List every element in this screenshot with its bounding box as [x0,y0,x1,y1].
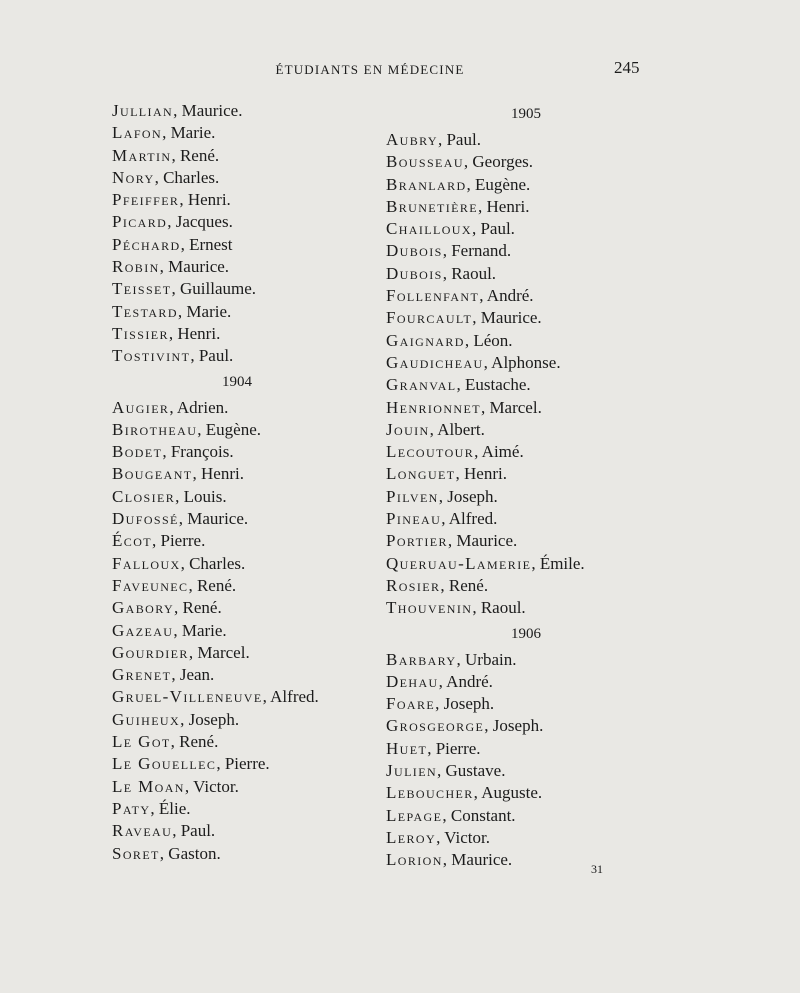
name-separator: , [437,130,447,149]
student-entry [112,100,402,122]
name-separator: , [171,665,180,685]
name-separator: , [438,486,448,506]
name-separator: , [190,346,199,366]
student-entry [386,693,716,715]
student-given-name: Marie. [170,123,216,143]
student-entry [112,553,402,575]
student-entry [386,196,716,218]
name-separator: , [154,167,164,187]
student-surname: Écot [112,531,152,551]
student-surname: Pilven [386,486,439,506]
student-given-name: Fernand. [451,241,512,261]
student-surname: Augier [112,397,170,417]
student-surname: Queruau-Lamerie [386,553,532,573]
student-surname: Portier [386,531,448,551]
student-given-name: Joseph. [447,486,498,506]
student-surname: Aubry [386,130,438,149]
student-entry [386,760,716,782]
student-entry [112,419,402,441]
student-surname: Lorion [386,850,443,870]
name-separator: , [437,761,446,781]
student-surname: Leroy [386,827,437,847]
student-given-name: Alfred. [448,509,498,529]
name-separator: , [483,352,492,372]
name-separator: , [466,174,476,194]
name-separator: , [442,805,451,825]
student-surname: Brunetière [386,196,478,216]
student-surname: Follenfant [386,286,480,306]
student-entry [112,776,402,798]
student-entry [386,738,716,760]
student-entry [386,307,716,329]
student-given-name: Louis. [183,486,227,506]
name-separator: , [169,397,177,417]
name-separator: , [173,620,182,640]
student-given-name: Élie. [158,798,191,818]
name-separator: , [262,687,271,707]
student-given-name: Ernest [189,234,233,254]
name-separator: , [192,464,202,484]
name-separator: , [456,649,465,669]
student-given-name: Auguste. [481,783,543,803]
name-separator: , [456,375,466,395]
student-given-name: Léon. [473,330,513,350]
student-surname: Nory [112,167,155,187]
student-entry [112,211,402,233]
running-head: ÉTUDIANTS EN MÉDECINE [275,62,465,77]
student-entry [386,597,716,619]
student-given-name: Eustache. [465,375,531,395]
student-surname: Grosgeorge [386,716,485,736]
student-given-name: René. [179,145,220,165]
student-surname: Dufossé [112,509,179,529]
student-given-name: Henri. [201,464,244,484]
student-entry [386,463,716,485]
student-entry [112,122,402,144]
student-given-name: Joseph. [492,716,544,736]
student-surname: Péchard [112,234,181,254]
student-surname: Gourdier [112,642,189,662]
student-given-name: Jean. [179,665,215,685]
name-separator: , [180,553,190,573]
name-separator: , [440,575,449,595]
student-entry [112,575,402,597]
student-given-name: Marcel. [197,642,250,662]
student-surname: Pfeiffer [112,190,180,210]
student-given-name: Marcel. [489,397,542,417]
student-given-name: Paul. [446,130,481,149]
name-separator: , [429,419,438,439]
student-entry [112,686,402,708]
student-surname: Paty [112,798,151,818]
year-heading: 1904 [222,373,252,390]
student-entry [386,263,716,285]
student-surname: Lafon [112,123,163,143]
student-given-name: Henri. [464,464,507,484]
student-entry [112,731,402,753]
name-separator: , [173,101,182,120]
student-given-name: Gaston. [168,843,221,863]
student-entry [112,145,402,167]
student-surname: Tissier [112,323,169,343]
student-entry [112,301,402,323]
student-surname: Gruel-Villeneuve [112,687,263,707]
name-separator: , [531,553,540,573]
student-surname: Birotheau [112,419,198,439]
student-given-name: Urbain. [465,649,517,669]
student-entry [112,843,402,865]
name-separator: , [442,263,452,283]
student-given-name: Jacques. [175,212,233,232]
student-entry [112,397,402,419]
student-entry [112,463,402,485]
student-given-name: René. [182,598,222,618]
student-entry [386,508,716,530]
student-surname: Gaignard [386,330,465,350]
name-separator: , [478,196,487,216]
student-given-name: Georges. [472,152,533,172]
student-given-name: Marie. [186,301,232,321]
student-entry [386,397,716,419]
student-entry [386,374,716,396]
student-given-name: Charles. [163,167,220,187]
name-separator: , [471,219,481,239]
student-entry [112,278,402,300]
name-separator: , [447,531,457,551]
name-separator: , [170,732,180,752]
student-given-name: Aimé. [481,442,524,462]
student-surname: Closier [112,486,176,506]
student-surname: Teisset [112,279,172,299]
student-surname: Branlard [386,174,467,194]
student-given-name: Victor. [444,827,490,847]
student-surname: Bodet [112,442,163,462]
student-entry [386,805,716,827]
student-surname: Thouvenin [386,598,473,618]
name-separator: , [473,783,482,803]
student-given-name: Eugène. [475,174,531,194]
student-given-name: Eugène. [205,419,261,439]
student-entry [386,285,716,307]
student-entry [112,709,402,731]
name-separator: , [480,397,490,417]
student-surname: Leboucher [386,783,474,803]
name-separator: , [427,738,436,758]
student-given-name: Raoul. [451,263,497,283]
student-surname: Huet [386,738,428,758]
student-surname: Dehau [386,671,439,691]
student-surname: Robin [112,257,160,277]
name-separator: , [171,145,180,165]
name-separator: , [463,152,473,172]
right-column [386,100,716,872]
name-separator: , [150,798,159,818]
name-separator: , [159,257,169,277]
student-entry [386,782,716,804]
student-given-name: Maurice. [456,531,518,551]
student-given-name: Henri. [187,190,231,210]
student-given-name: Pierre. [224,754,270,774]
student-given-name: André. [486,286,534,306]
student-given-name: François. [170,442,234,462]
student-surname: Lecoutour [386,442,475,462]
student-given-name: Paul. [180,821,216,841]
student-entry [112,530,402,552]
student-given-name: Pierre. [435,738,481,758]
student-entry [112,508,402,530]
student-entry [386,352,716,374]
student-surname: Le Moan [112,776,185,796]
name-separator: , [197,419,206,439]
name-separator: , [442,850,452,870]
name-separator: , [180,709,189,729]
name-separator: , [474,442,482,462]
student-surname: Julien [386,761,438,781]
student-entry [112,167,402,189]
name-separator: , [162,442,171,462]
student-surname: Gabory [112,598,175,618]
student-entry [386,129,716,151]
student-entry [386,218,716,240]
student-entry [112,798,402,820]
student-entry [112,753,402,775]
name-separator: , [472,308,481,328]
student-surname: Gaudicheau [386,352,484,372]
name-separator: , [442,241,452,261]
name-separator: , [438,671,447,691]
student-entry [386,174,716,196]
name-separator: , [179,190,188,210]
student-given-name: Joseph. [443,694,495,714]
student-entry [112,256,402,278]
student-surname: Testard [112,301,178,321]
student-entry [386,671,716,693]
student-entry [112,441,402,463]
student-given-name: Maurice. [181,101,243,120]
student-given-name: Adrien. [176,397,229,417]
name-separator: , [178,509,188,529]
student-surname: Jullian [112,101,174,120]
name-separator: , [464,330,474,350]
student-given-name: Paul. [198,346,234,366]
student-given-name: René. [448,575,489,595]
student-entry [386,151,716,173]
student-given-name: René. [196,575,237,595]
name-separator: , [472,598,481,618]
name-separator: , [435,694,444,714]
name-separator: , [479,286,487,306]
student-given-name: Maurice. [168,257,230,277]
name-separator: , [159,843,169,863]
student-surname: Foare [386,694,436,714]
student-given-name: Guillaume. [180,279,257,299]
student-surname: Bousseau [386,152,464,172]
student-surname: Jouin [386,419,430,439]
student-given-name: Maurice. [480,308,542,328]
page-number: 245 [614,58,640,77]
student-given-name: Maurice. [451,850,513,870]
student-surname: Chailloux [386,219,472,239]
student-entry [112,323,402,345]
student-surname: Dubois [386,263,443,283]
student-surname: Barbary [386,649,457,669]
name-separator: , [174,598,183,618]
name-separator: , [436,827,445,847]
student-surname: Picard [112,212,168,232]
student-given-name: Gustave. [445,761,506,781]
student-surname: Tostivint [112,346,191,366]
student-given-name: Henri. [486,196,530,216]
student-given-name: Paul. [480,219,515,239]
student-surname: Falloux [112,553,181,573]
student-given-name: Constant. [450,805,516,825]
student-entry [386,330,716,352]
student-given-name: Victor. [193,776,239,796]
student-entry [386,715,716,737]
student-surname: Granval [386,375,457,395]
student-given-name: Raoul. [480,598,526,618]
student-entry [112,345,402,367]
name-separator: , [441,509,449,529]
student-surname: Lepage [386,805,443,825]
student-surname: Le Gouellec [112,754,217,774]
student-entry [386,849,716,871]
name-separator: , [168,323,178,343]
student-entry [112,234,402,256]
student-given-name: Alphonse. [491,352,561,372]
student-given-name: Albert. [437,419,485,439]
student-entry [386,575,716,597]
student-given-name: André. [446,671,493,691]
student-given-name: Maurice. [187,509,249,529]
student-entry [112,642,402,664]
student-entry [386,240,716,262]
name-separator: , [172,821,181,841]
student-entry [386,530,716,552]
student-surname: Longuet [386,464,456,484]
student-surname: Gazeau [112,620,174,640]
student-given-name: Charles. [189,553,246,573]
name-separator: , [184,776,194,796]
student-entry [112,820,402,842]
year-heading: 1906 [511,625,541,642]
student-surname: Fourcault [386,308,473,328]
name-separator: , [151,531,161,551]
name-separator: , [216,754,225,774]
student-surname: Faveunec [112,575,189,595]
student-entry [386,419,716,441]
name-separator: , [455,464,465,484]
student-surname: Martin [112,145,172,165]
student-given-name: Pierre. [160,531,206,551]
student-given-name: Joseph. [188,709,240,729]
student-entry [386,486,716,508]
name-separator: , [188,642,198,662]
student-surname: Pineau [386,509,442,529]
student-surname: Rosier [386,575,441,595]
student-entry [386,649,716,671]
student-entry [386,441,716,463]
student-entry [112,189,402,211]
name-separator: , [171,279,181,299]
student-given-name: Marie. [181,620,227,640]
student-surname: Le Got [112,732,171,752]
name-separator: , [484,716,493,736]
name-separator: , [167,212,176,232]
student-entry [112,620,402,642]
name-separator: , [180,234,190,254]
name-separator: , [188,575,197,595]
student-surname: Dubois [386,241,443,261]
student-given-name: René. [179,732,219,752]
student-surname: Grenet [112,665,172,685]
student-entry [112,664,402,686]
name-separator: , [162,123,171,143]
student-entry [386,827,716,849]
student-surname: Henrionnet [386,397,481,417]
student-given-name: Émile. [539,553,585,573]
student-given-name: Henri. [177,323,221,343]
student-surname: Raveau [112,821,173,841]
name-separator: , [177,301,187,321]
student-entry [112,597,402,619]
student-entry [112,486,402,508]
signature-mark: 31 [591,862,603,876]
student-surname: Soret [112,843,160,863]
name-separator: , [175,486,184,506]
student-given-name: Alfred. [270,687,319,707]
left-column [112,100,402,865]
student-entry [386,553,716,575]
student-surname: Guiheux [112,709,181,729]
year-heading: 1905 [511,106,541,122]
student-surname: Bougeant [112,464,193,484]
